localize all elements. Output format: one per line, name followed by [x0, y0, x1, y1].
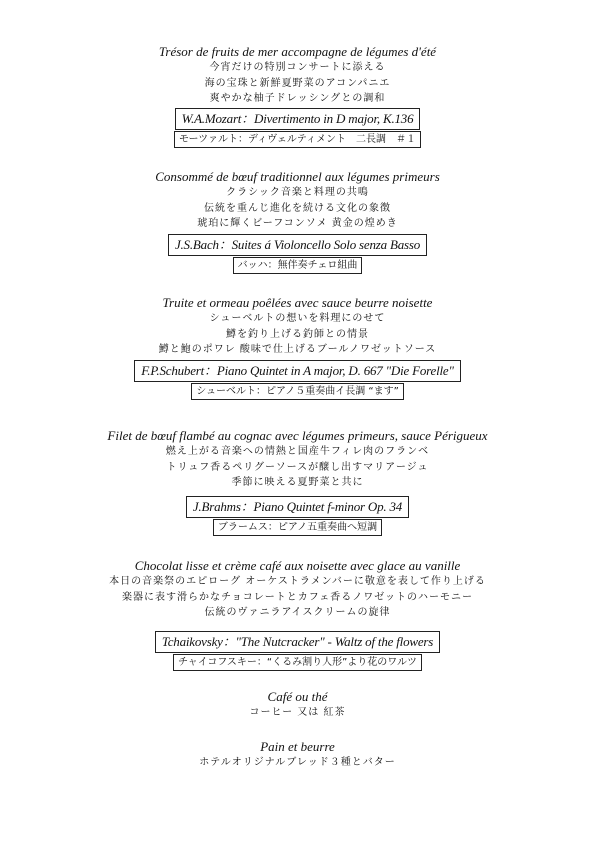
bread-section [0, 739, 595, 771]
course-description-line: 鱒と鮑のポワレ 酸味で仕上げるブールノワゼットソース [158, 344, 437, 355]
course-description-line: 海の宝珠と新鮮夏野菜のアコンパニエ [204, 77, 391, 89]
music-piece-box: J.Brahms：Piano Quintet f-minor Op. 34 [186, 496, 409, 518]
course-description-line: 爽やかな柚子ドレッシングとの調和 [209, 93, 386, 104]
course-description-line: 伝統を重んじ進化を続ける文化の象徴 [204, 202, 391, 214]
music-piece-jp-box: チャイコフスキー：“くるみ割り人形”より花のワルツ [173, 654, 422, 671]
coffee-title: Café ou thé [267, 689, 328, 704]
course-description-line: クラシック音楽と料理の共鳴 [226, 187, 369, 198]
coffee-section [0, 689, 595, 721]
music-piece-jp-box: モーツァルト：ディヴェルティメント 二長調 ＃１ [174, 131, 421, 148]
course-description-line: 季節に映える夏野菜と共に [231, 477, 364, 488]
course-5 [0, 558, 595, 671]
bread-title: Pain et beurre [260, 739, 335, 754]
course-title: Chocolat lisse et crème café aux noisette avec glace au vanille [134, 558, 461, 573]
course-description-line: シューベルトの想いを料理にのせて [209, 313, 386, 324]
course-description-line: 本日の音楽祭のエピローグ オーケストラメンバーに敬意を表して作り上げる [109, 576, 486, 587]
course-1 [0, 44, 595, 148]
coffee-description: コーヒー 又は 紅茶 [249, 707, 346, 718]
course-description-line: 楽器に表す滑らかなチョコレートとカフェ香るノワゼットのハーモニー [122, 591, 473, 603]
music-piece-box: F.P.Schubert：Piano Quintet in A major, D. 667 "Die Forelle" [134, 360, 461, 382]
music-piece-box: W.A.Mozart：Divertimento in D major, K.136 [175, 108, 421, 130]
music-piece-box: J.S.Bach：Suites á Violoncello Solo senza Basso [168, 234, 427, 256]
music-piece-jp-box: ブラームス：ピアノ五重奏曲へ短調 [213, 519, 382, 536]
course-description-line: 鱒を釣り上げる釣師との情景 [226, 328, 369, 340]
course-description-line: 燃え上がる音楽への情熱と国産牛フィレ肉のフランベ [165, 446, 430, 457]
course-2 [0, 169, 595, 274]
course-description-line: トリュフ香るペリグーソースが醸し出すマリアージュ [166, 461, 429, 473]
course-title: Trésor de fruits de mer accompagne de légumes d'été [158, 44, 437, 59]
course-title: Consommé de bœuf traditionnel aux légumes primeurs [155, 169, 440, 184]
music-piece-jp-box: バッハ：無伴奏チェロ組曲 [233, 257, 363, 274]
course-3 [0, 295, 595, 400]
music-piece-jp-box: シューベルト：ピアノ５重奏曲イ長調 “ます” [191, 383, 404, 400]
course-title: Filet de bœuf flambé au cognac avec légumes primeurs, sauce Périgueux [107, 428, 488, 443]
course-description-line: 琥珀に輝くビーフコンソメ 黄金の煌めき [197, 218, 398, 229]
course-4 [0, 428, 595, 536]
course-description-line: 今宵だけの特別コンサートに添える [209, 62, 386, 73]
bread-description: ホテルオリジナルブレッド３種とバター [199, 757, 396, 768]
course-description-line: 伝統のヴァニラアイスクリームの旋律 [204, 607, 391, 618]
course-title: Truite et ormeau poêlées avec sauce beurre noisette [162, 295, 433, 310]
music-piece-box: Tchaikovsky："The Nutcracker" - Waltz of the flowers [155, 631, 440, 653]
